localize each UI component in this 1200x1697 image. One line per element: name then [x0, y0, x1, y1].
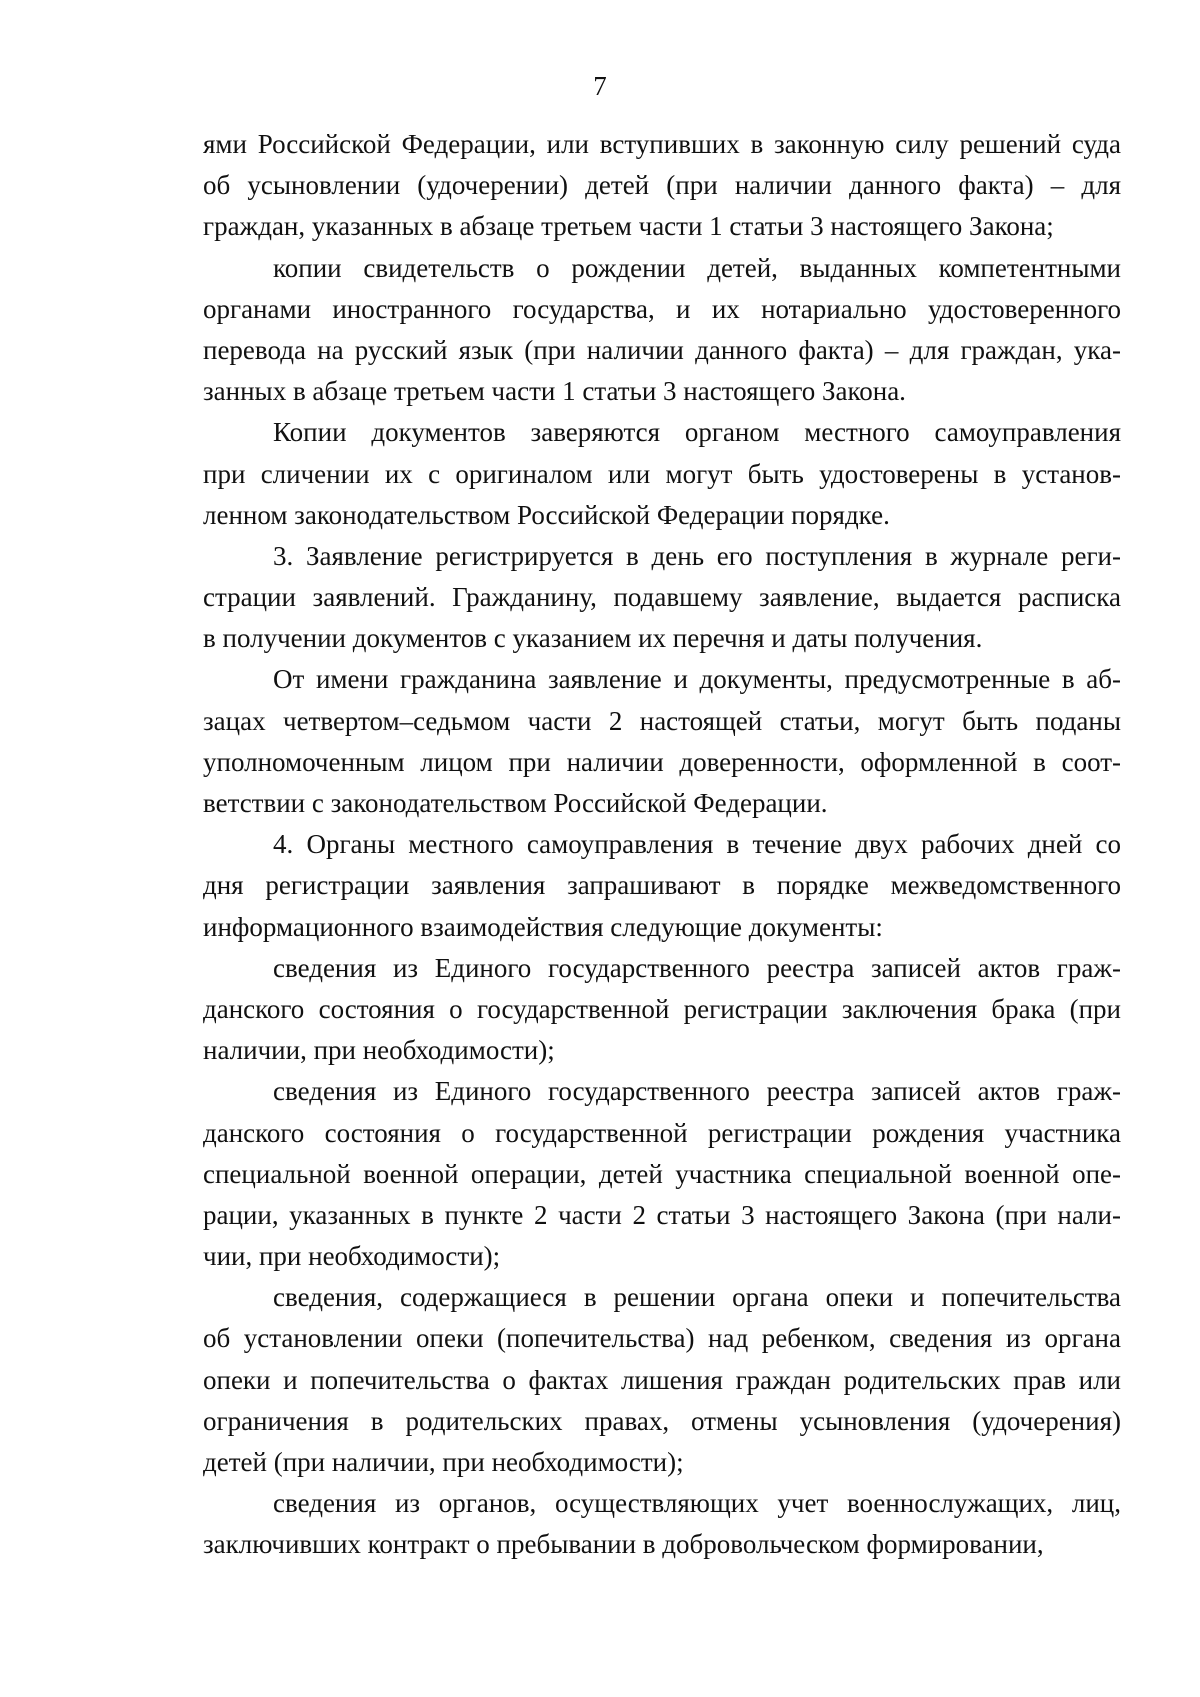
text-line: ленном законодательством Российской Федерации порядке.	[203, 499, 890, 530]
page-number: 7	[593, 71, 607, 101]
paragraph	[203, 1071, 1121, 1277]
text-line: данского состояния о государственной регистрации заключения брака (при	[203, 993, 1121, 1024]
text-line: От имени гражданина заявление и документы, предусмотренные в аб-	[273, 664, 1121, 695]
text-line: уполномоченным лицом при наличии доверенности, оформленной в соот-	[203, 746, 1121, 777]
text-line: сведения из органов, осуществляющих учет военнослужащих, лиц,	[273, 1488, 1121, 1519]
text-line: данского состояния о государственной регистрации рождения участника	[203, 1117, 1121, 1148]
text-line: сведения, содержащиеся в решении органа опеки и попечительства	[273, 1282, 1121, 1313]
text-line: сведения из Единого государственного реестра записей актов граж-	[273, 952, 1121, 983]
paragraph	[203, 536, 1121, 660]
text-line: Копии документов заверяются органом местного самоуправления	[273, 417, 1121, 448]
text-line: специальной военной операции, детей участника специальной военной опе-	[203, 1158, 1121, 1189]
text-line: сведения из Единого государственного реестра записей актов граж-	[273, 1076, 1121, 1107]
text-line: занных в абзаце третьем части 1 статьи 3 настоящего Закона.	[203, 376, 906, 407]
paragraph	[203, 1483, 1121, 1565]
text-line: чии, при необходимости);	[203, 1241, 501, 1272]
text-line: детей (при наличии, при необходимости);	[203, 1447, 684, 1477]
paragraph	[203, 659, 1121, 824]
text-line: органами иностранного государства, и их нотариально удостоверенного	[203, 293, 1121, 324]
text-line: заключивших контракт о пребывании в добровольческом формировании,	[203, 1529, 1044, 1560]
text-line: перевода на русский язык (при наличии данного факта) – для граждан, ука-	[203, 334, 1121, 365]
text-line: 3. Заявление регистрируется в день его поступления в журнале реги-	[273, 540, 1121, 571]
text-line: информационного взаимодействия следующие документы:	[203, 911, 883, 942]
paragraph	[203, 1277, 1121, 1483]
text-line: в получении документов с указанием их перечня и даты получения.	[203, 623, 983, 654]
text-line: 4. Органы местного самоуправления в течение двух рабочих дней со	[273, 829, 1121, 860]
paragraph	[203, 412, 1121, 536]
text-line: при сличении их с оригиналом или могут быть удостоверены в установ-	[203, 458, 1121, 489]
text-line: ветствии с законодательством Российской Федерации.	[203, 788, 828, 818]
text-line: об установлении опеки (попечительства) над ребенком, сведения из органа	[203, 1323, 1121, 1354]
paragraph	[203, 124, 1121, 248]
text-line: зацах четвертом–седьмом части 2 настоящей статьи, могут быть поданы	[203, 705, 1121, 736]
text-line: об усыновлении (удочерении) детей (при наличии данного факта) – для	[203, 170, 1121, 201]
text-line: копии свидетельств о рождении детей, выданных компетентными	[273, 252, 1121, 283]
paragraph	[203, 824, 1121, 948]
text-line: опеки и попечительства о фактах лишения граждан родительских прав или	[203, 1364, 1121, 1395]
text-line: ограничения в родительских правах, отмены усыновления (удочерения)	[203, 1405, 1121, 1436]
text-line: ями Российской Федерации, или вступивших в законную силу решений суда	[203, 129, 1121, 159]
text-line: рации, указанных в пункте 2 части 2 статьи 3 настоящего Закона (при нали-	[203, 1199, 1121, 1230]
text-line: наличии, при необходимости);	[203, 1035, 555, 1066]
text-line: страции заявлений. Гражданину, подавшему заявление, выдается расписка	[203, 582, 1121, 613]
document-body	[203, 124, 1121, 1566]
paragraph	[203, 248, 1121, 413]
text-line: дня регистрации заявления запрашивают в порядке межведомственного	[203, 870, 1121, 901]
text-line: граждан, указанных в абзаце третьем части 1 статьи 3 настоящего Закона;	[203, 211, 1054, 242]
paragraph	[203, 948, 1121, 1072]
